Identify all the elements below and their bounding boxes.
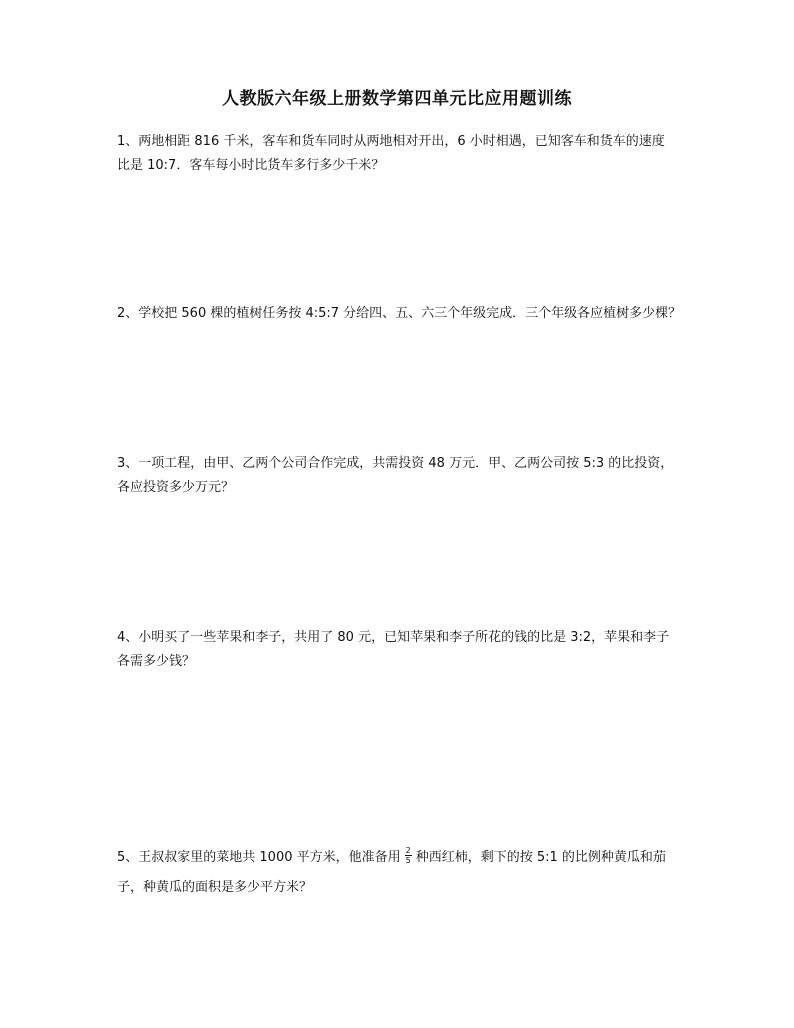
fraction-numerator: 2 <box>405 846 411 855</box>
question-5 <box>117 843 717 903</box>
question-3-line-1: 3、一项工程，由甲、乙两个公司合作完成，共需投资 48 万元．甲、乙两公司按 5:3 的比投资， <box>117 456 674 471</box>
fraction-denominator: 5 <box>405 856 411 865</box>
question-4 <box>117 626 717 674</box>
question-5-text-after-fraction: 种西红柿，剩下的按 5:1 的比例种黄瓜和茄 <box>415 850 666 865</box>
question-3-line-2: 各应投资多少万元？ <box>117 480 235 495</box>
question-1-line-1: 1、两地相距 816 千米，客车和货车同时从两地相对开出，6 小时相遇，已知客车和货车的速度 <box>117 134 665 149</box>
question-4-line-2: 各需多少钱？ <box>117 654 196 669</box>
page-title: 人教版六年级上册数学第四单元比应用题训练 <box>222 89 572 109</box>
question-1 <box>117 130 717 178</box>
question-3 <box>117 452 717 500</box>
question-4-line-1: 4、小明买了一些苹果和李子，共用了 80 元，已知苹果和李子所花的钱的比是 3:2，苹果和李子 <box>117 630 670 645</box>
fraction-two-fifths <box>405 846 412 865</box>
question-5-line-1 <box>117 843 717 873</box>
question-5-line-2: 子，种黄瓜的面积是多少平方米？ <box>117 880 313 895</box>
question-2-line-1: 2、学校把 560 棵的植树任务按 4:5:7 分给四、五、六三个年级完成．三个年级各应植树多少棵？ <box>117 306 682 321</box>
question-2 <box>117 302 717 326</box>
question-5-text-before-fraction: 5、王叔叔家里的菜地共 1000 平方米，他准备用 <box>117 850 401 865</box>
question-1-line-2: 比是 10:7．客车每小时比货车多行多少千米？ <box>117 158 385 173</box>
